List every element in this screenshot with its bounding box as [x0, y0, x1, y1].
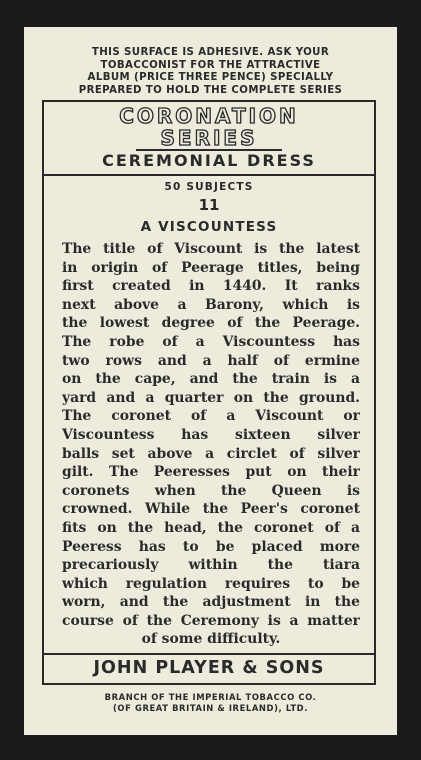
description-line: the lowest degree of the Peerage. — [62, 315, 360, 332]
series-title-line2: SERIES — [160, 126, 258, 150]
description-line: Viscountess has sixteen silver — [62, 426, 360, 443]
description-line: which regulation requires to be — [62, 575, 360, 592]
notice-line: ALBUM (PRICE THREE PENCE) SPECIALLY — [87, 72, 334, 83]
description-line: gilt. The Peeresses put on their — [62, 464, 360, 481]
series-title-line1: CORONATION — [119, 104, 299, 128]
series-header — [44, 102, 374, 176]
description-line: The coronet of a Viscount or — [62, 408, 360, 425]
maker-name: JOHN PLAYER & SONS — [44, 653, 374, 683]
description-text — [62, 240, 360, 649]
company-note — [24, 692, 397, 713]
description-line: coronets when the Queen is — [62, 482, 360, 499]
notice-line: PREPARED TO HOLD THE COMPLETE SERIES — [78, 84, 343, 96]
subseries-title: CEREMONIAL DRESS — [102, 151, 316, 170]
company-line: BRANCH OF THE IMPERIAL TOBACCO CO. — [104, 692, 317, 702]
description-line: The title of Viscount is the latest — [62, 241, 360, 257]
description-line: Peeress has to be placed more — [62, 538, 360, 555]
company-line: (OF GREAT BRITAIN & IRELAND), LTD. — [112, 702, 309, 713]
subjects-count: 50 SUBJECTS — [164, 181, 254, 193]
description-line: on the cape, and the train is a — [62, 371, 360, 388]
card-title: A VISCOUNTESS — [140, 219, 278, 235]
description-line: crowned. While the Peer's coronet — [62, 501, 360, 518]
notice-line: THIS SURFACE IS ADHESIVE. ASK YOUR — [91, 47, 330, 58]
card-number: 11 — [198, 196, 220, 214]
description-line: yard and a quarter on the ground. — [62, 389, 360, 406]
description-line: The robe of a Viscountess has — [62, 333, 360, 350]
description-line: in origin of Peerage titles, being — [62, 259, 360, 276]
description-line: course of the Ceremony is a matter — [62, 612, 360, 629]
adhesive-notice — [24, 47, 397, 97]
cigarette-card — [24, 27, 397, 735]
description-line: next above a Barony, which is — [62, 296, 360, 313]
description-line: first created in 1440. It ranks — [62, 278, 360, 295]
description-line: fits on the head, the coronet of a — [62, 519, 360, 536]
description-line: worn, and the adjustment in the — [62, 594, 360, 611]
description-line: two rows and a half of ermine — [62, 352, 360, 369]
notice-line: TOBACCONIST FOR THE ATTRACTIVE — [100, 59, 321, 71]
description-line: balls set above a circlet of silver — [62, 445, 360, 462]
description-line: of some difficulty. — [141, 631, 281, 648]
card-frame — [42, 100, 376, 685]
description-line: precariously within the tiara — [62, 557, 360, 574]
